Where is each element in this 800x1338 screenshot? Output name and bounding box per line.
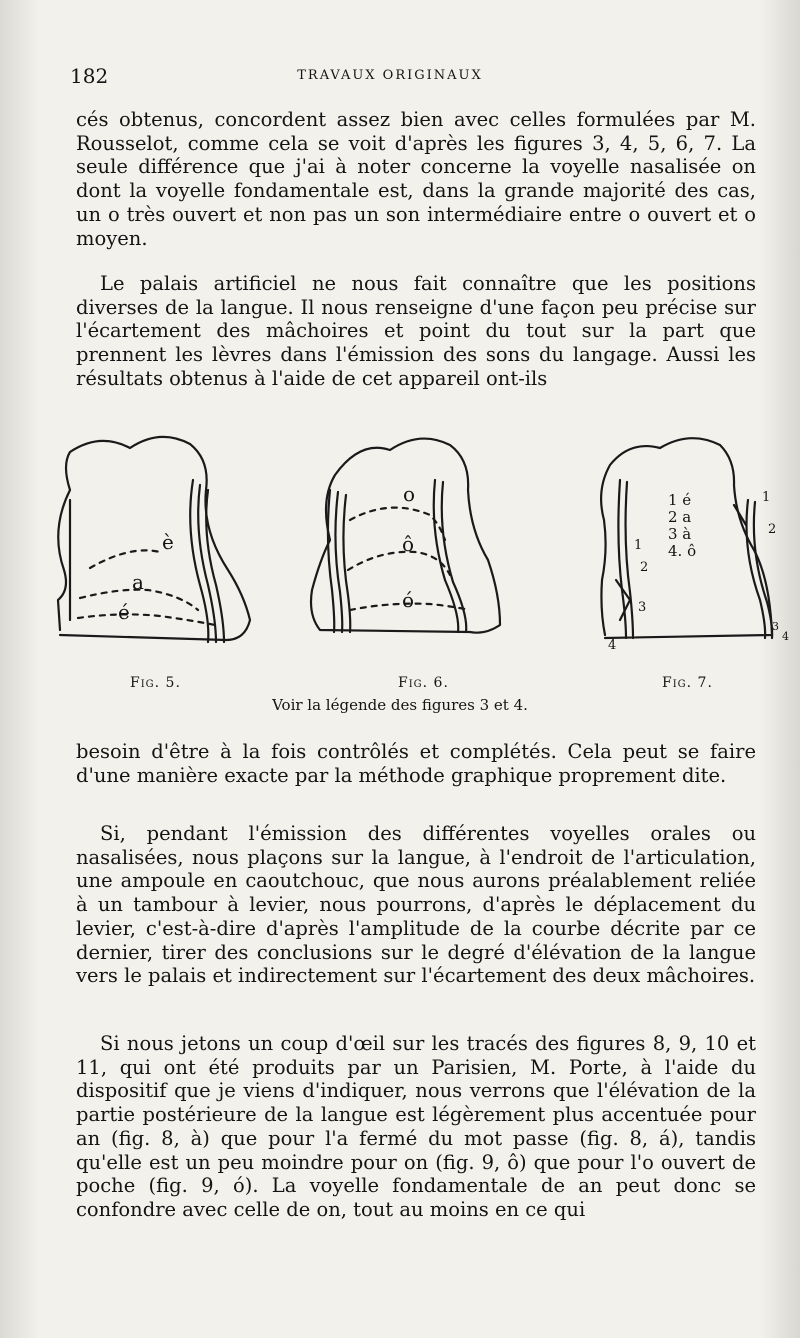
fig7-number: 2	[640, 560, 649, 575]
fig7-number: 1	[762, 490, 771, 505]
paragraph-3: besoin d'être à la fois contrôlés et complétés. Cela peut se faire d'une manière exacte par la méthode graphique proprement dite.	[76, 740, 756, 787]
paragraph-4: Si, pendant l'émission des différentes voyelles orales ou nasalisées, nous plaçons sur la langue, à l'endroit de l'articulation, une ampoule en caoutchouc, que nous aurons préalablement reliée à un tambour à levier, nous pourrons, d'après le déplacement du levier, c'est-à-dire d'après l'amplitude de la courbe décrite par ce dernier, tirer des conclusions sur le degré d'élévation de la langue vers le palais et indirectement sur l'écartement des deux mâchoires.	[76, 822, 756, 988]
paragraph-2: Le palais artificiel ne nous fait connaître que les positions diverses de la langue. Il nous renseigne d'une façon peu précise sur l'écartement des mâchoires et point du tout sur la part que prennent les lèvres dans l'émission des sons du langage. Aussi les résultats obtenus à l'aide de cet appareil ont-ils	[76, 272, 756, 390]
fig7-legend-item: 2 a	[668, 508, 692, 526]
fig7-number: 4	[608, 638, 617, 653]
paragraph-1: cés obtenus, concordent assez bien avec celles formulées par M. Rousselot, comme cela se voit d'après les figures 3, 4, 5, 6, 7. La seule différence que j'ai à noter concerne la voyelle nasalisée on dont la voyelle fondamentale est, dans la grande majorité des cas, un o très ouvert et non pas un son intermédiaire entre o ouvert et o moyen.	[76, 108, 756, 250]
fig7-number: 3	[772, 620, 779, 633]
running-title: TRAVAUX ORIGINAUX	[297, 68, 483, 83]
figure-group	[30, 420, 800, 720]
fig7-number: 4	[782, 630, 789, 643]
fig7-legend-item: 1 é	[668, 491, 692, 509]
fig5-outline	[58, 437, 250, 642]
page-number: 182	[70, 64, 109, 88]
fig7-legend	[668, 492, 696, 560]
fig7-legend-item: 4. ô	[668, 542, 697, 560]
fig5-mark-a: a	[132, 570, 144, 594]
fig5-label: Fig. 5.	[130, 675, 181, 691]
fig5-mark-e-grave: è	[162, 530, 174, 554]
fig7-label: Fig. 7.	[662, 675, 713, 691]
fig7-legend-item: 3 à	[668, 525, 692, 543]
fig6-mark-o-circ: ô	[402, 532, 415, 556]
fig6-label: Fig. 6.	[398, 675, 449, 691]
fig7-number: 1	[634, 538, 643, 553]
fig5-mark-e-acute: é	[118, 600, 130, 624]
fig6-mark-o-acute: ó	[402, 588, 415, 612]
paragraph-5: Si nous jetons un coup d'œil sur les tracés des figures 8, 9, 10 et 11, qui ont été produits par un Parisien, M. Porte, à l'aide du dispositif que je viens d'indiquer, nous verrons que l'élévation de la partie postérieure de la langue est légèrement plus accentuée pour an (fig. 8, à) que pour l'a fermé du mot passe (fig. 8, á), tandis qu'elle est un peu moindre pour on (fig. 9, ô) que pour l'o ouvert de poche (fig. 9, ó). La voyelle fondamentale de an peut donc se confondre avec celle de on, tout au moins en ce qui	[76, 1032, 756, 1221]
fig6-mark-o: o	[403, 482, 416, 506]
fig7-number: 3	[638, 600, 647, 615]
page-header	[70, 64, 770, 94]
fig7-number: 2	[768, 522, 777, 537]
figure-caption: Voir la légende des figures 3 et 4.	[272, 696, 528, 714]
